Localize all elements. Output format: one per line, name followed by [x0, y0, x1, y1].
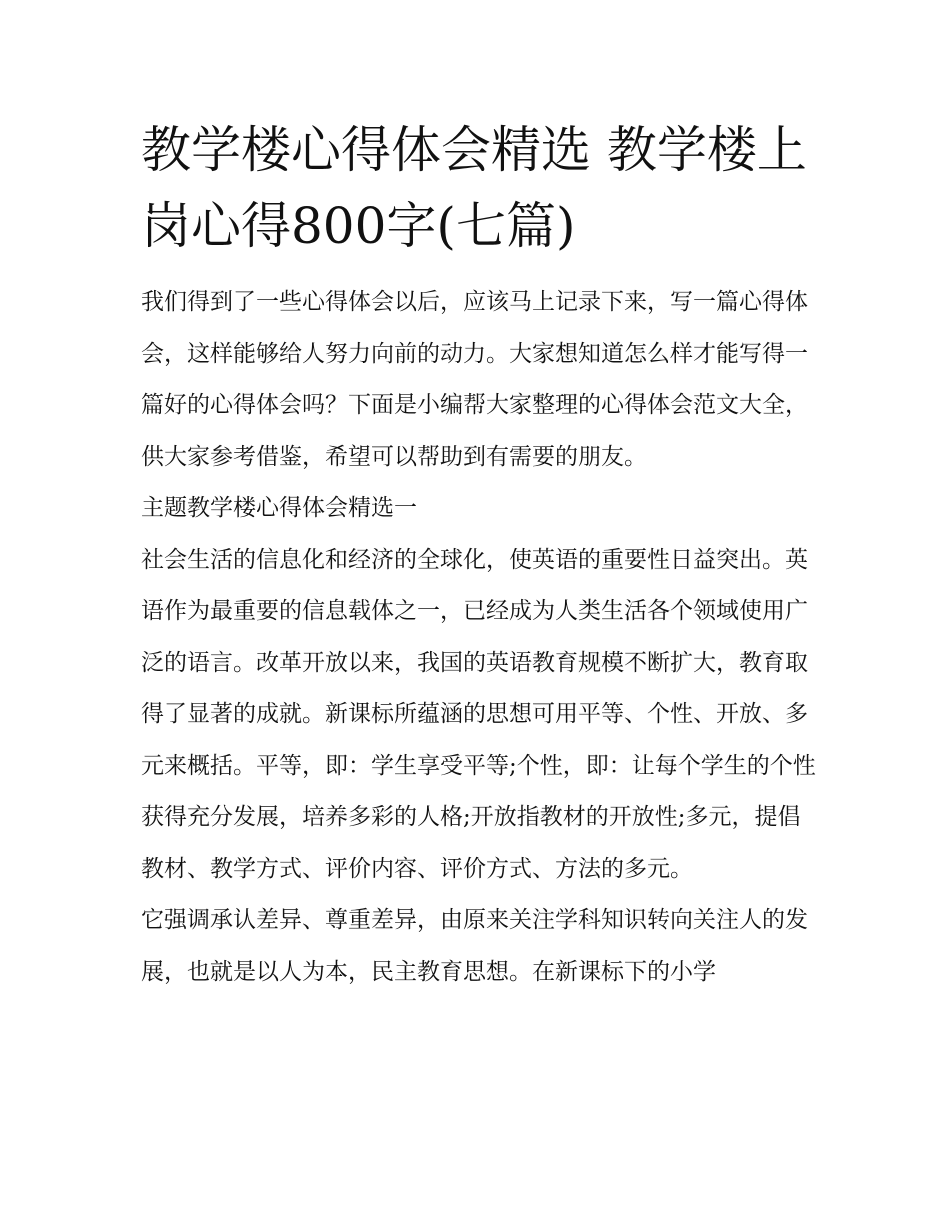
body-paragraph-2: 它强调承认差异、尊重差异，由原来关注学科知识转向关注人的发展，也就是以人为本，民主教育思想。在新课标下的小学	[141, 907, 808, 985]
body-paragraph-1: 社会生活的信息化和经济的全球化，使英语的重要性日益突出。英语作为最重要的信息载体之一，已经成为人类生活各个领域使用广泛的语言。改革开放以来，我国的英语教育规模不断扩大，教育取得了显著的成就。新课标所蕴涵的思想可用平等、个性、开放、多元来概括。平等，即：学生享受平等;个性，即：让每个学生的个性获得充分发展，培养多彩的人格;开放指教材的开放性;多元，提倡教材、教学方式、评价内容、评价方式、方法的多元。	[141, 546, 816, 882]
intro-paragraph: 我们得到了一些心得体会以后，应该马上记录下来，写一篇心得体会，这样能够给人努力向前的动力。大家想知道怎么样才能写得一篇好的心得体会吗？下面是小编帮大家整理的心得体会范文大全，供大家参考借鉴，希望可以帮助到有需要的朋友。	[141, 289, 808, 470]
document-body	[141, 277, 819, 998]
document-title: 教学楼心得体会精选 教学楼上岗心得800字(七篇)	[141, 121, 807, 255]
section-heading: 主题教学楼心得体会精选一	[141, 495, 417, 521]
